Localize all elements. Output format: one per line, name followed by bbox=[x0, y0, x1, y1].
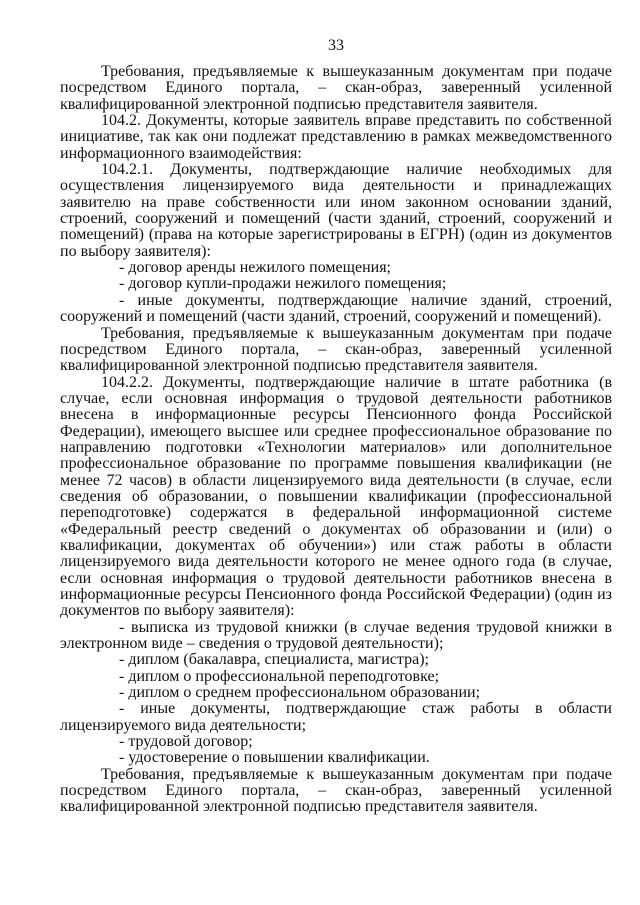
list-item-lease-agreement: - договор аренды нежилого помещения; bbox=[119, 259, 391, 277]
list-item-other-documents-experience: - иные документы, подтверждающие стаж работы в области лицензируемого вида деятельности; bbox=[60, 700, 612, 734]
section-104-2-2: 104.2.2. Документы, подтверждающие наличие в штате работника (в случае, если основная информация о трудовой деятельности работников внесена в информационные ресурсы Пенсионного фонда Российской Федерации), имеющего высшее или среднее профессиональное образование по направлению подготовки «Технологии материалов» или дополнительное профессиональное образование по программе повышения квалификации (не менее 72 часов) в области лицензируемого вида деятельности (в случае, если сведения об образовании, о повышении квалификации (профессиональной переподготовке) содержатся в федеральной информационной системе «Федеральный реестр сведений о документах об образовании и (или) о квалификации, документах об обучении») или стаж работы в области лицензируемого вида деятельности которого не менее одного года (в случае, если основная информация о трудовой деятельности работников внесена в информационные ресурсы Пенсионного фонда Российской Федерации) (один из документов по выбору заявителя): bbox=[60, 373, 612, 620]
section-104-2-1: 104.2.1. Документы, подтверждающие наличие необходимых для осуществления лицензируемого вида деятельности и принадлежащих заявителю на праве собственности или ином законном основании зданий, строений, сооружений и помещений (части зданий, строений, сооружений и помещений) (права на которые зарегистрированы в ЕГРН) (один из документов по выбору заявителя): bbox=[60, 161, 612, 260]
requirements-paragraph-3: Требования, предъявляемые к вышеуказанным документам при подаче посредством Единого портала, – скан-образ, заверенный усиленной квалифицированной электронной подписью представителя заявителя. bbox=[60, 765, 612, 816]
list-item-employment-contract: - трудовой договор; bbox=[119, 733, 253, 751]
section-104-2-intro: 104.2. Документы, которые заявитель вправе представить по собственной инициативе, так как они подлежат представлению в рамках межведомственного информационного взаимодействия: bbox=[60, 112, 612, 162]
page-number: 33 bbox=[328, 37, 344, 54]
list-item-diploma-retraining: - диплом о профессиональной переподготовке; bbox=[119, 667, 440, 685]
list-item-sale-agreement: - договор купли-продажи нежилого помещения; bbox=[119, 275, 447, 293]
list-item-diploma-higher: - диплом (бакалавра, специалиста, магистра); bbox=[119, 651, 429, 669]
list-item-work-record-extract: - выписка из трудовой книжки (в случае ведения трудовой книжки в электронном виде – сведения о трудовой деятельности); bbox=[60, 618, 612, 653]
requirements-paragraph-1: Требования, предъявляемые к вышеуказанным документам при подаче посредством Единого портала, – скан-образ, заверенный усиленной квалифицированной электронной подписью представителя заявителя. bbox=[60, 63, 612, 113]
list-item-diploma-secondary: - диплом о среднем профессиональном образовании; bbox=[119, 684, 481, 702]
list-item-other-documents-premises: - иные документы, подтверждающие наличие зданий, строений, сооружений и помещений (части зданий, строений, сооружений и помещений). bbox=[60, 291, 612, 326]
requirements-paragraph-2: Требования, предъявляемые к вышеуказанным документам при подаче посредством Единого портала, – скан-образ, заверенный усиленной квалифицированной электронной подписью представителя заявителя. bbox=[60, 324, 612, 375]
list-item-qualification-certificate: - удостоверение о повышении квалификации. bbox=[119, 749, 430, 767]
